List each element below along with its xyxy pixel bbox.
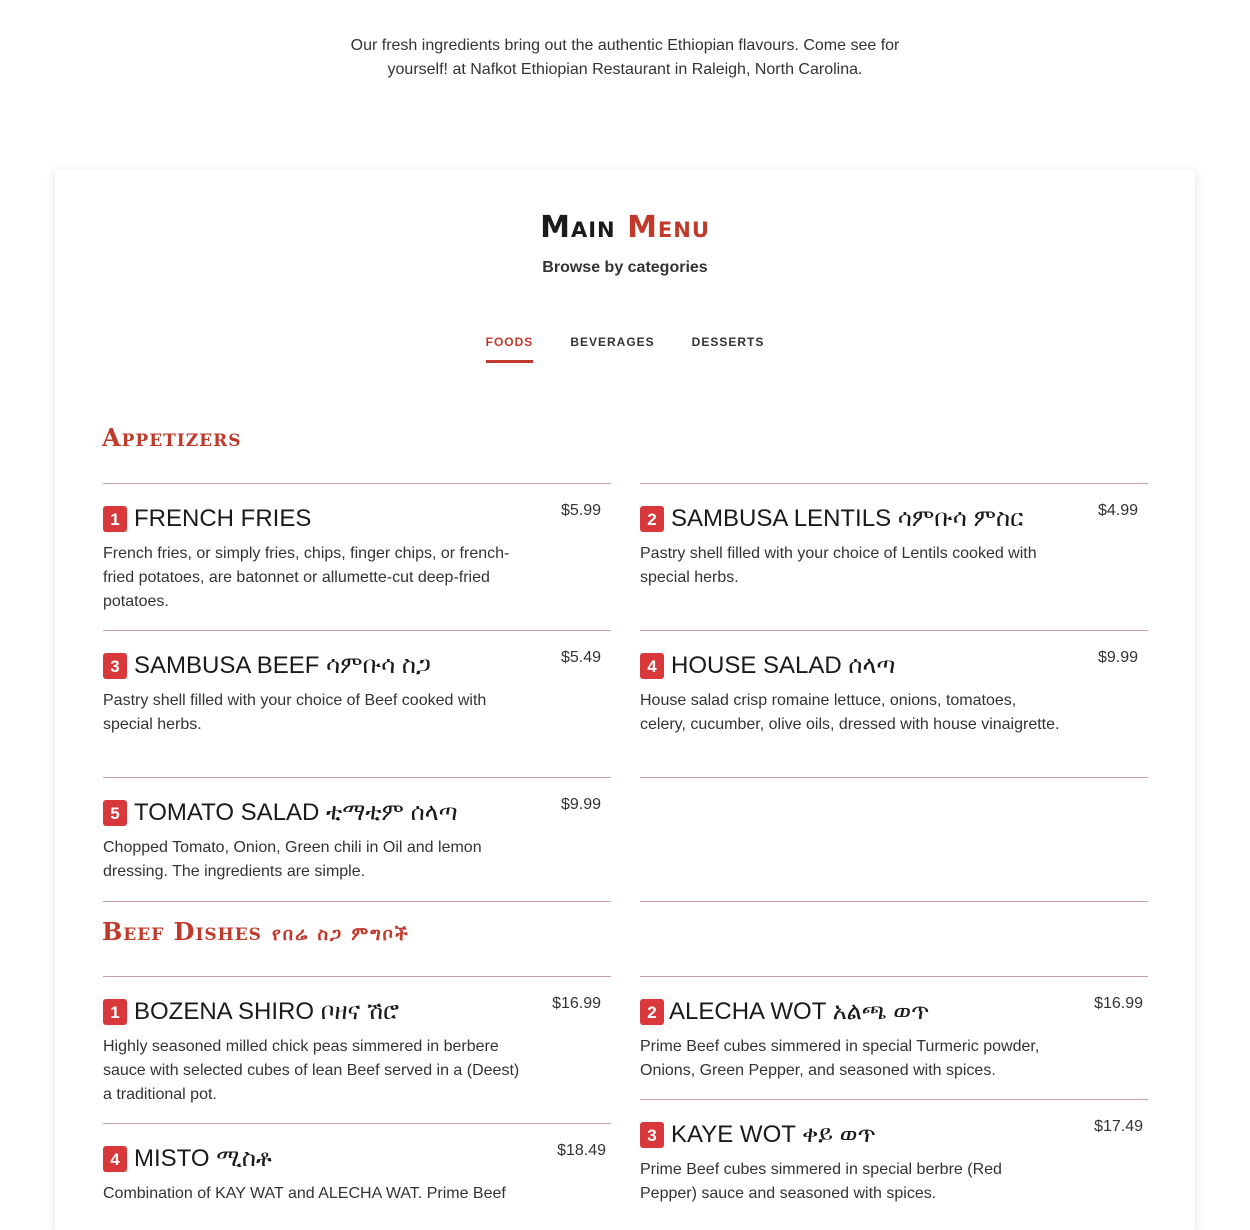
item-name: KAYE WOT ቀይ ወጥ <box>671 1121 876 1148</box>
item-description: Prime Beef cubes simmered in special berbre (Red Pepper) sauce and seasoned with spices. <box>640 1161 1002 1202</box>
item-name: FRENCH FRIES <box>134 505 312 532</box>
intro-paragraph: Our fresh ingredients bring out the authentic Ethiopian flavours. Come see for yourself! at Nafkot Ethiopian Restaurant in Raleigh, North Carolina. <box>350 37 900 78</box>
menu-item[interactable] <box>640 976 1148 1100</box>
menu-item[interactable] <box>640 1099 1148 1206</box>
item-name: SAMBUSA LENTILS ሳምቡሳ ምስር <box>671 505 1024 532</box>
item-number-badge: 5 <box>103 800 127 826</box>
menu-item[interactable] <box>640 483 1148 631</box>
menu-item[interactable] <box>103 630 611 778</box>
tab-desserts[interactable]: DESSERTS <box>691 335 765 349</box>
divider <box>640 777 1148 778</box>
item-name: TOMATO SALAD ቲማቲም ሰላጣ <box>134 799 458 826</box>
item-description: Highly seasoned milled chick peas simmered in berbere sauce with selected cubes of lean Beef served in a (Deest) a traditional pot. <box>103 1038 520 1103</box>
divider <box>103 901 611 902</box>
item-price: $18.49 <box>557 1142 606 1159</box>
menu-title-accent: Menu <box>627 210 710 245</box>
item-price: $9.99 <box>560 796 601 813</box>
item-number-badge: 2 <box>640 999 664 1025</box>
item-name: BOZENA SHIRO ቦዘና ሽሮ <box>134 998 399 1025</box>
item-name: ALECHA WOT አልጫ ወጥ <box>669 998 930 1025</box>
item-number-badge: 3 <box>103 653 127 679</box>
item-price: $4.99 <box>1097 502 1138 519</box>
tab-foods[interactable]: FOODS <box>486 335 534 363</box>
item-number-badge: 4 <box>103 1146 127 1172</box>
item-description: Chopped Tomato, Onion, Green chili in Oil and lemon dressing. The ingredients are simple. <box>103 839 482 880</box>
item-name: HOUSE SALAD ሰላጣ <box>671 652 896 679</box>
category-tabs <box>0 335 1250 363</box>
section-title-appetizers-text: Appetizers <box>102 423 242 452</box>
item-name: MISTO ሚስቶ <box>134 1145 272 1172</box>
menu-item[interactable] <box>640 630 1148 778</box>
item-name: SAMBUSA BEEF ሳምቡሳ ስጋ <box>134 652 431 679</box>
item-description: French fries, or simply fries, chips, finger chips, or french-fried potatoes, are batonnet or allumette-cut deep-fried potatoes. <box>103 545 510 610</box>
menu-title <box>0 210 1250 245</box>
menu-title-main: Main <box>540 210 616 245</box>
menu-item[interactable] <box>103 777 611 902</box>
item-description: Combination of KAY WAT and ALECHA WAT. Prime Beef <box>103 1185 506 1202</box>
item-price: $17.49 <box>1094 1118 1143 1135</box>
section-title-beef-dishes <box>102 917 410 946</box>
section-title-beef-text: Beef Dishes <box>102 917 262 946</box>
menu-subtitle: Browse by categories <box>542 259 708 276</box>
tab-beverages[interactable]: BEVERAGES <box>570 335 655 349</box>
item-number-badge: 1 <box>103 506 127 532</box>
item-price: $16.99 <box>1094 995 1143 1012</box>
intro-text-block <box>0 34 1250 82</box>
item-number-badge: 4 <box>640 653 664 679</box>
item-number-badge: 2 <box>640 506 664 532</box>
menu-item[interactable] <box>103 976 611 1124</box>
item-price: $9.99 <box>1097 649 1138 666</box>
menu-item[interactable] <box>103 483 611 631</box>
item-description: House salad crisp romaine lettuce, onions, tomatoes, celery, cucumber, olive oils, dressed with house vinaigrette. <box>640 692 1060 733</box>
item-description: Pastry shell filled with your choice of Lentils cooked with special herbs. <box>640 545 1037 586</box>
item-description: Prime Beef cubes simmered in special Turmeric powder, Onions, Green Pepper, and seasoned with spices. <box>640 1038 1040 1079</box>
section-title-beef-amharic: የበሬ ስጋ ምግቦች <box>271 924 410 945</box>
menu-item[interactable] <box>103 1123 611 1206</box>
divider <box>640 901 1148 902</box>
item-price: $16.99 <box>552 995 601 1012</box>
section-title-appetizers <box>102 423 242 452</box>
item-price: $5.99 <box>560 502 601 519</box>
item-description: Pastry shell filled with your choice of Beef cooked with special herbs. <box>103 692 487 733</box>
item-number-badge: 1 <box>103 999 127 1025</box>
item-number-badge: 3 <box>640 1122 664 1148</box>
item-price: $5.49 <box>560 649 601 666</box>
